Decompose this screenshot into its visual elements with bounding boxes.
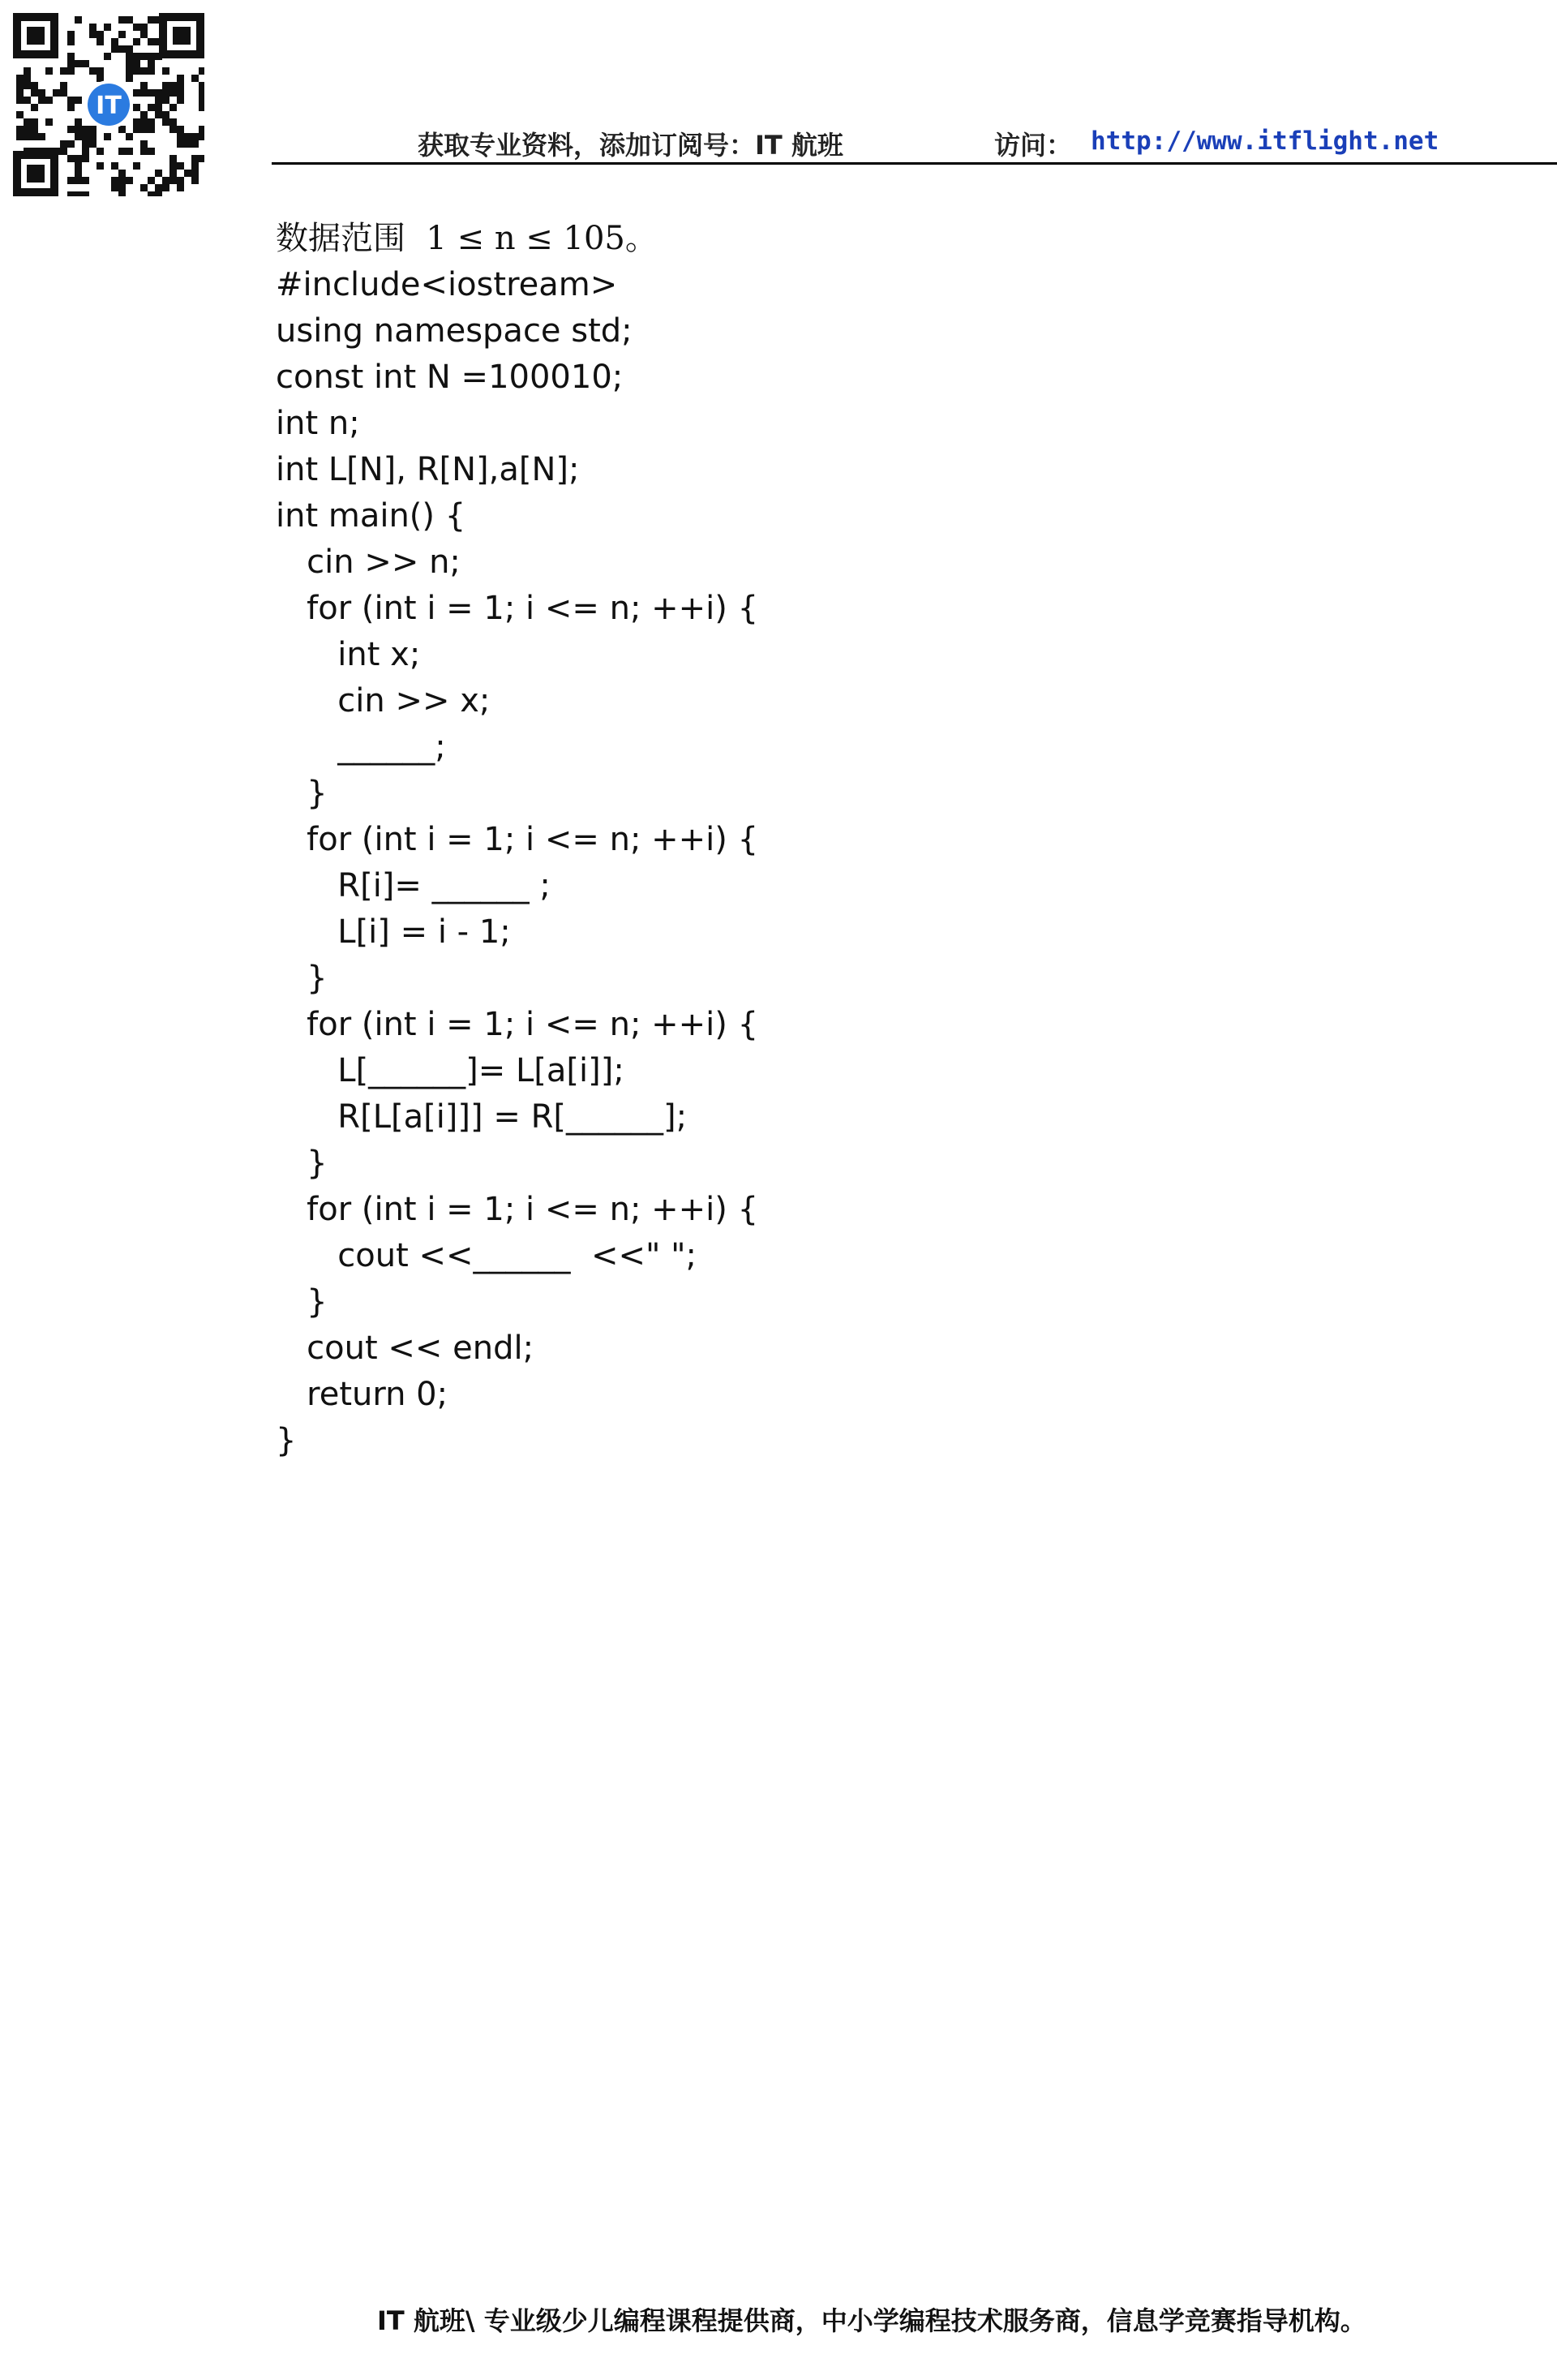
code-line: L[______]= L[a[i]]; bbox=[276, 1052, 624, 1089]
code-line: int x; bbox=[276, 636, 421, 673]
code-line: } bbox=[276, 1283, 328, 1321]
code-line: int L[N], R[N],a[N]; bbox=[276, 451, 580, 488]
header-subscribe-text: 获取专业资料，添加订阅号：IT 航班 bbox=[418, 130, 843, 161]
code-line: } bbox=[276, 775, 328, 812]
code-line: const int N =100010; bbox=[276, 359, 624, 396]
code-line: int main() { bbox=[276, 497, 466, 535]
code-line: #include<iostream> bbox=[276, 266, 618, 303]
code-block bbox=[276, 216, 758, 1464]
header-visit-label: 访问： bbox=[994, 130, 1073, 161]
code-lines bbox=[276, 262, 758, 1464]
code-line: R[i]= ______ ; bbox=[276, 867, 551, 904]
data-range-line: 数据范围 1 ≤ n ≤ 105。 bbox=[276, 220, 658, 257]
header-divider bbox=[272, 162, 1557, 165]
qr-code bbox=[13, 13, 204, 196]
code-line: for (int i = 1; i <= n; ++i) { bbox=[276, 821, 759, 858]
code-line: cout << endl; bbox=[276, 1330, 534, 1367]
footer-text: IT 航班\ 专业级少儿编程课程提供商，中小学编程技术服务商，信息学竞赛指导机构。 bbox=[377, 2305, 1366, 2336]
code-line: } bbox=[276, 1422, 297, 1459]
code-line: L[i] = i - 1; bbox=[276, 913, 511, 951]
code-line: for (int i = 1; i <= n; ++i) { bbox=[276, 590, 759, 627]
code-line: cin >> n; bbox=[276, 543, 461, 581]
code-line: for (int i = 1; i <= n; ++i) { bbox=[276, 1006, 759, 1043]
code-line: } bbox=[276, 960, 328, 997]
code-line: using namespace std; bbox=[276, 312, 633, 350]
code-line: } bbox=[276, 1145, 328, 1182]
code-line: cin >> x; bbox=[276, 682, 491, 720]
code-line: for (int i = 1; i <= n; ++i) { bbox=[276, 1191, 759, 1228]
svg-text:IT: IT bbox=[96, 92, 122, 120]
code-line: ______; bbox=[276, 728, 446, 766]
code-line: R[L[a[i]]] = R[______]; bbox=[276, 1098, 688, 1136]
code-line: int n; bbox=[276, 405, 360, 442]
code-line: cout <<______ <<" "; bbox=[276, 1237, 697, 1274]
code-line: return 0; bbox=[276, 1376, 448, 1413]
header-url-link[interactable]: http://www.itflight.net bbox=[1091, 127, 1439, 156]
